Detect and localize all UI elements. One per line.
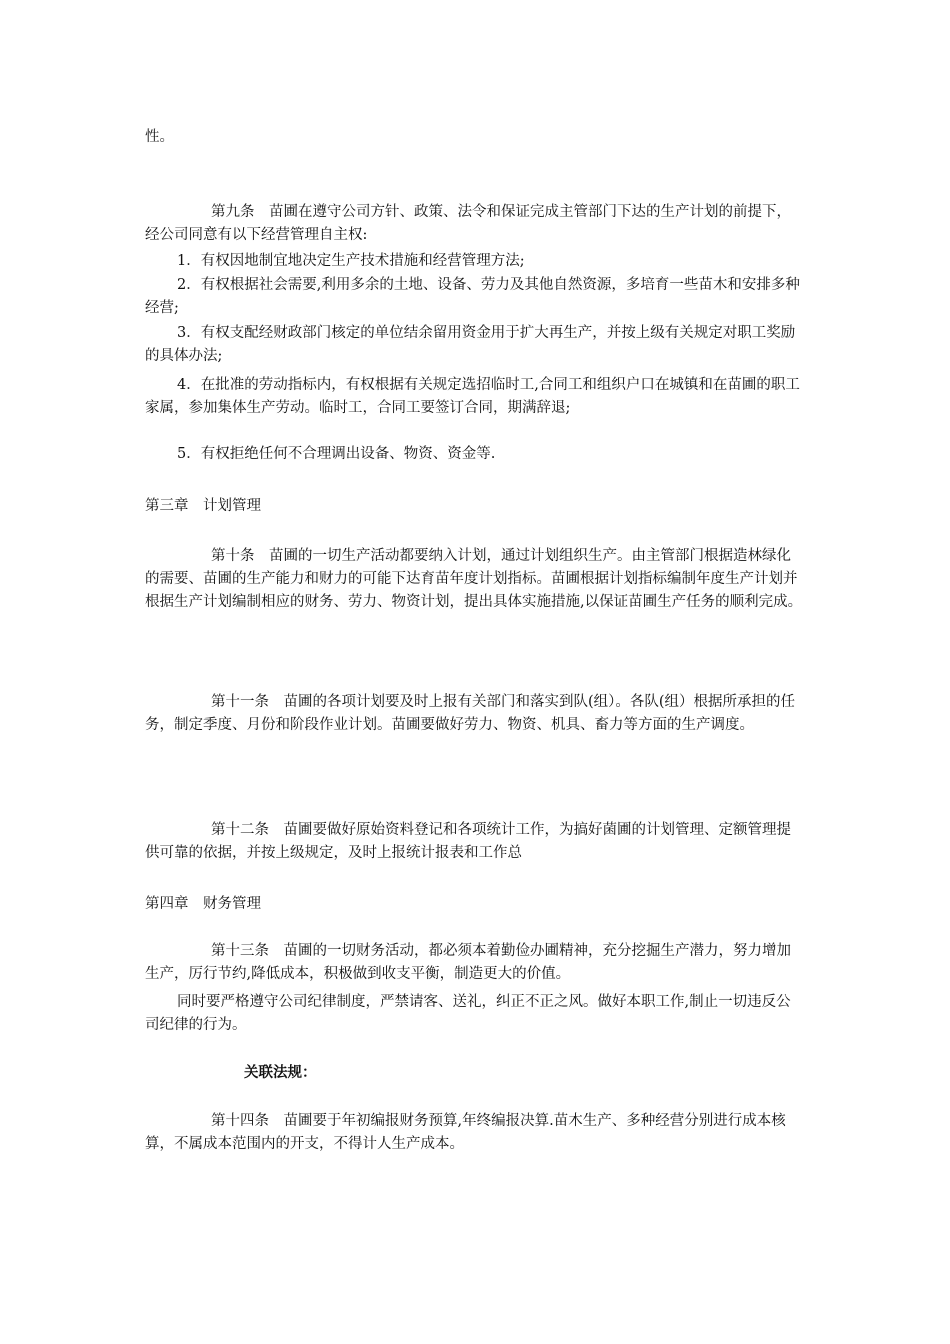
article-9-item-4: 4．在批准的劳动指标内，有权根据有关规定选招临时工,合同工和组织户口在城镇和在苗圃的职工家属，参加集体生产劳动。临时工，合同工要签订合同，期满辞退;	[145, 377, 800, 416]
article-9-item-5: 5．有权拒绝任何不合理调出设备、物资、资金等.	[177, 446, 496, 462]
article-13-continued: 同时要严格遵守公司纪律制度，严禁请客、送礼，纠正不正之风。做好本职工作,制止一切违反公司纪律的行为。	[145, 994, 791, 1033]
related-regulations-label: 关联法规：	[244, 1064, 317, 1081]
article-9-item-3: 3．有权支配经财政部门核定的单位结余留用资金用于扩大再生产，并按上级有关规定对职工奖励的具体办法;	[145, 325, 796, 364]
article-9-item-1: 1．有权因地制宜地决定生产技术措施和经营管理方法;	[177, 253, 525, 269]
article-10: 第十条 苗圃的一切生产活动都要纳入计划，通过计划组织生产。由主管部门根据造林绿化的需要、苗圃的生产能力和财力的可能下达育苗年度计划指标。苗圃根据计划指标编制年度生产计划并根据生产计划编制相应的财务、劳力、物资计划，提出具体实施措施,以保证苗圃生产任务的顺利完成。	[145, 548, 803, 610]
article-9-item-2: 2．有权根据社会需要,利用多余的土地、设备、劳力及其他自然资源，多培育一些苗木和安排多种经营;	[145, 277, 800, 316]
article-12: 第十二条 苗圃要做好原始资料登记和各项统计工作，为搞好菌圃的计划管理、定额管理提供可靠的依据，并按上级规定，及时上报统计报表和工作总	[145, 822, 791, 861]
chapter-4-heading: 第四章 财务管理	[145, 896, 261, 912]
top-fragment: 性。	[145, 129, 174, 145]
article-14: 第十四条 苗圃要于年初编报财务预算,年终编报决算.苗木生产、多种经营分别进行成本核算，不属成本范围内的开支，不得计人生产成本。	[145, 1113, 786, 1152]
article-9: 第九条 苗圃在遵守公司方针、政策、法令和保证完成主管部门下达的生产计划的前提下，经公司同意有以下经营管理自主权:	[145, 204, 791, 243]
article-11: 第十一条 苗圃的各项计划要及时上报有关部门和落实到队(组）。各队(组）根据所承担的任务，制定季度、月份和阶段作业计划。苗圃要做好劳力、物资、机具、畜力等方面的生产调度。	[145, 694, 796, 733]
chapter-3-heading: 第三章 计划管理	[145, 498, 261, 514]
article-13: 第十三条 苗圃的一切财务活动，都必须本着勤俭办圃精神，充分挖掘生产潜力，努力增加生产，厉行节约,降低成本，积极做到收支平衡，制造更大的价值。	[145, 943, 791, 982]
